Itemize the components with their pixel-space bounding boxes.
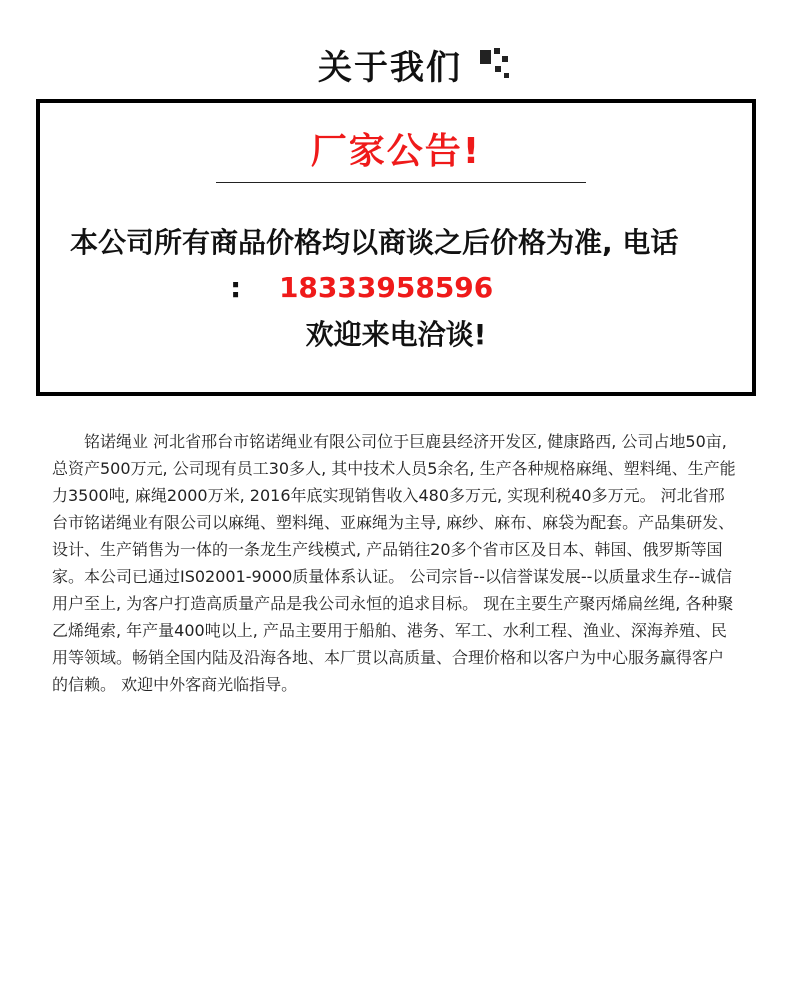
page-header: [0, 38, 790, 88]
company-intro-text: 铭诺绳业 河北省邢台市铭诺绳业有限公司位于巨鹿县经济开发区, 健康路西, 公司占地50亩, 总资产500万元, 公司现有员工30多人, 其中技术人员5余名, 生产各种规格麻绳、塑料绳、生产能力3500吨, 麻绳2000万米, 2016年底实现销售收入480多万元, 实现利税40多万元。 河北省邢台市铭诺绳业有限公司以麻绳、塑料绳、亚麻绳为主导, 麻纱、麻布、麻袋为配套。产品集研发、设计、生产销售为一体的一条龙生产线模式, 产品销往20多个省市区及日本、韩国、俄罗斯等国家。本公司已通过IS02001-9000质量体系认证。 公司宗旨--以信誉谋发展--以质量求生存--诚信用户至上, 为客户打造高质量产品是我公司永恒的追求目标。 现在主要生产聚丙烯扁丝绳, 各种聚乙烯绳索, 年产量400吨以上, 产品主要用于船舶、港务、军工、水利工程、渔业、深海养殖、民用等领域。畅销全国内陆及沿海各地、本厂贯以高质量、合理价格和以客户为中心服务赢得客户的信赖。 欢迎中外客商光临指导。: [52, 432, 736, 694]
notice-phone-line: [230, 271, 493, 304]
pixel-logo-icon: [478, 46, 514, 82]
notice-divider: [216, 182, 586, 183]
notice-box: [36, 99, 756, 396]
phone-number[interactable]: 18333958596: [278, 271, 494, 304]
phone-colon: :: [230, 271, 242, 304]
page-title: 关于我们: [318, 48, 462, 88]
notice-title: 厂家公告!: [310, 131, 482, 172]
notice-welcome-text: 欢迎来电洽谈!: [305, 318, 487, 351]
notice-price-text: 本公司所有商品价格均以商谈之后价格为准, 电话: [70, 226, 679, 259]
